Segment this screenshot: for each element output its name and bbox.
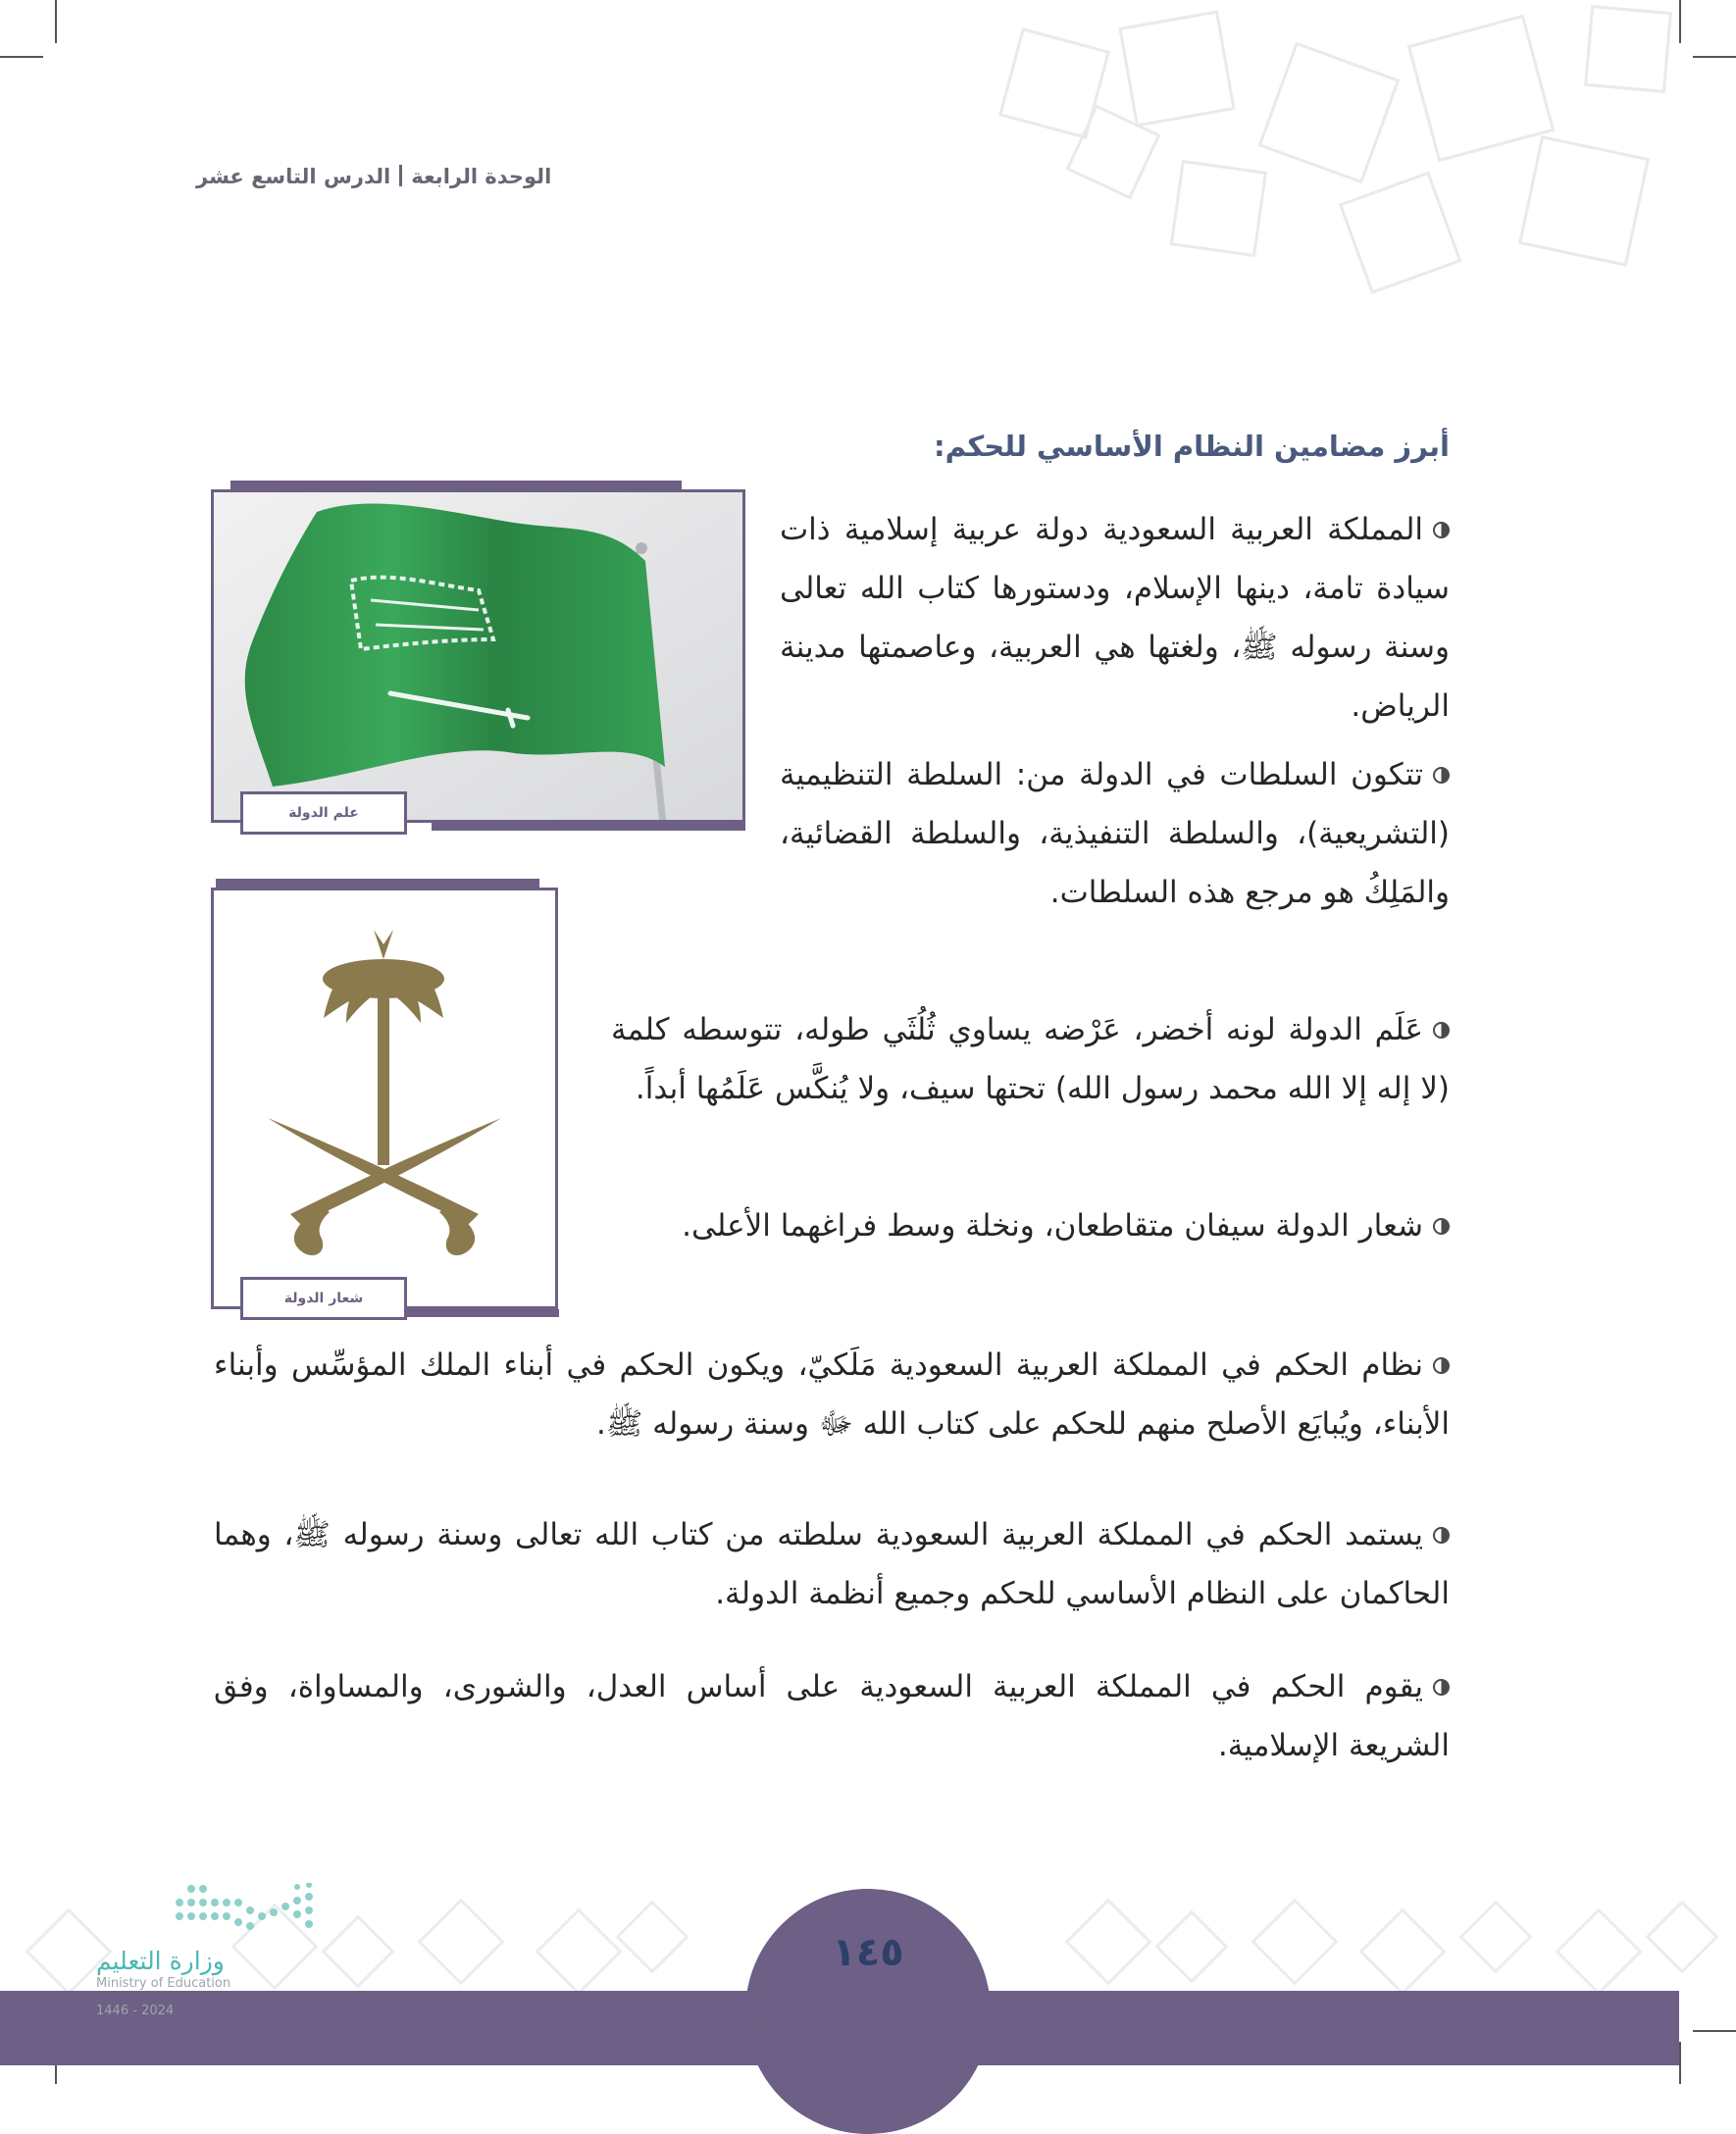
ministry-english: Ministry of Education [96, 1976, 231, 1991]
emblem-frame-bottom-bar [392, 1309, 559, 1317]
flag-caption: علم الدولة [240, 791, 407, 835]
paragraph-1-text: المملكة العربية السعودية دولة عربية إسلامية ذات سيادة تامة، دينها الإسلام، ودستورها كتاب الله تعالى وسنة رسوله ﷺ، ولغتها هي العربية، وعاصمتها مدينة الرياض. [780, 512, 1450, 724]
bullet-icon [1433, 1527, 1450, 1544]
flag-cloth [245, 503, 665, 787]
edition-year: 2024 - 1446 [96, 2004, 175, 2018]
flag-image [214, 492, 742, 820]
bullet-icon [1433, 1022, 1450, 1039]
palm-trunk [378, 998, 389, 1165]
emblem-frame [211, 888, 558, 1309]
section-title: أبرز مضامين النظام الأساسي للحكم: [934, 430, 1450, 463]
paragraph-5-text: نظام الحكم في المملكة العربية السعودية مَلَكيّ، ويكون الحكم في أبناء الملك المؤسِّس وأبناء الأبناء، ويُبايَع الأصلح منهم للحكم على كتاب الله ﷻ وسنة رسوله ﷺ. [214, 1347, 1450, 1442]
paragraph-7-text: يقوم الحكم في المملكة العربية السعودية على أساس العدل، والشورى، والمساواة، وفق الشريعة الإسلامية. [214, 1669, 1450, 1763]
emblem-caption: شعار الدولة [240, 1277, 407, 1320]
paragraph-2 [780, 745, 1450, 922]
emblem-frame-top-bar [216, 879, 539, 888]
running-header [196, 165, 618, 188]
bullet-icon [1433, 1679, 1450, 1696]
bullet-icon [1433, 1218, 1450, 1235]
paragraph-4 [611, 1196, 1450, 1255]
header-separator [399, 165, 402, 186]
flag-frame [211, 489, 745, 823]
bullet-icon [1433, 522, 1450, 538]
paragraph-1 [780, 500, 1450, 736]
flag-frame-top-bar [230, 481, 682, 489]
page-number: ١٤٥ [832, 1930, 904, 1975]
paragraph-3 [611, 1000, 1450, 1118]
ministry-logo-dots [172, 1883, 324, 1942]
paragraph-5 [214, 1336, 1450, 1453]
emblem-image [214, 890, 555, 1306]
header-lesson: الدرس التاسع عشر [196, 165, 391, 188]
header-unit: الوحدة الرابعة [411, 165, 552, 188]
ministry-name: وزارة التعليم [96, 1947, 225, 1975]
paragraph-3-text: عَلَم الدولة لونه أخضر، عَرْضه يساوي ثُلُثَي طوله، تتوسطه كلمة (لا إله إلا الله محمد رسول الله) تحتها سيف، ولا يُنكَّس عَلَمُها أبداً. [611, 1012, 1450, 1106]
paragraph-6-text: يستمد الحكم في المملكة العربية السعودية سلطته من كتاب الله تعالى وسنة رسوله ﷺ، وهما الحاكمان على النظام الأساسي للحكم وجميع أنظمة الدولة. [214, 1517, 1450, 1611]
paragraph-6 [214, 1505, 1450, 1623]
flag-frame-bottom-bar [432, 823, 745, 831]
paragraph-4-text: شعار الدولة سيفان متقاطعان، ونخلة وسط فراغهما الأعلى. [682, 1208, 1423, 1244]
bullet-icon [1433, 1357, 1450, 1374]
paragraph-7 [214, 1657, 1450, 1775]
paragraph-2-text: تتكون السلطات في الدولة من: السلطة التنظيمية (التشريعية)، والسلطة التنفيذية، والسلطة القضائية، والمَلِكُ هو مرجع هذه السلطات. [780, 757, 1450, 910]
bullet-icon [1433, 767, 1450, 784]
